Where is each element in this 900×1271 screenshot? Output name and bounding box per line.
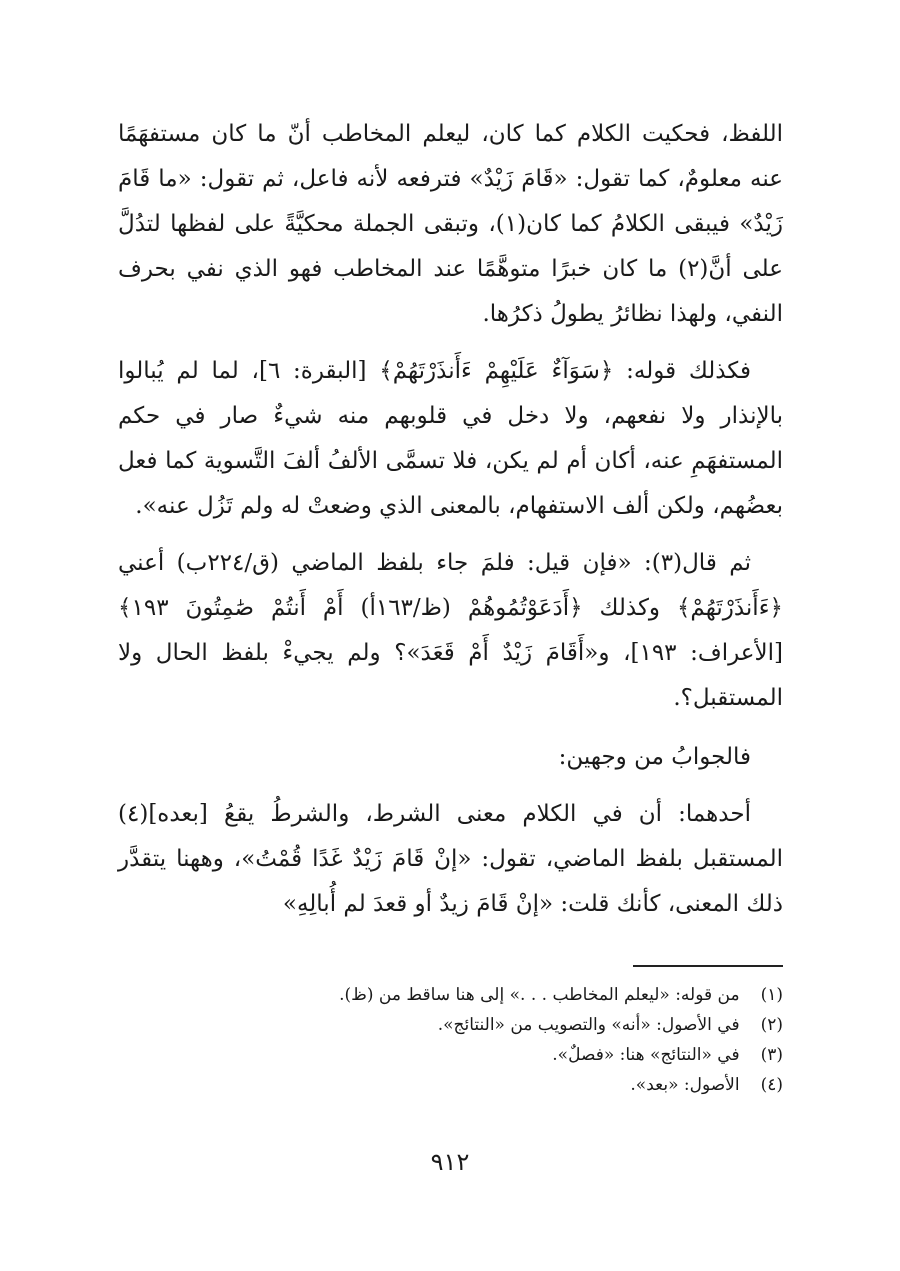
- footnote-text: من قوله: «ليعلم المخاطب . . .» إلى هنا ساقط من (ظ).: [339, 985, 740, 1005]
- footnote-number: (١): [760, 985, 783, 1005]
- footnote-text: الأصول: «بعد».: [630, 1075, 740, 1095]
- paragraph-5: أحدهما: أن في الكلام معنى الشرط، والشرطُ يقعُ [بعده](٤) المستقبل بلفظ الماضي، تقول: «إنْ قَامَ زَيْدٌ غَدًا قُمْتُ»، وههنا يتقدَّر ذلك المعنى، كأنك قلت: «إنْ قَامَ زيدٌ أو قعدَ لم أُبالِهِ»: [118, 801, 783, 917]
- footnote-3: [200, 1040, 783, 1070]
- footnote-text: في الأصول: «أنه» والتصويب من «النتائج».: [437, 1015, 740, 1035]
- footnotes: [200, 980, 783, 1100]
- paragraph-3: ثم قال(٣): «فإن قيل: فلمَ جاء بلفظ الماضي (ق/٢٢٤ب) أعني ﴿ءَأَنذَرْتَهُمْ﴾ وكذلك ﴿أَدَعَوْتُمُوهُمْ (ظ/١٦٣أ) أَمْ أَنتُمْ صَٰمِتُونَ ١٩٣﴾ [الأعراف: ١٩٣]، و«أَقَامَ زَيْدٌ أَمْ قَعَدَ»؟ ولم يجيءْ بلفظ الحال ولا المستقبل؟.: [118, 550, 783, 711]
- footnote-number: (٤): [760, 1075, 783, 1095]
- footnote-number: (٢): [760, 1015, 783, 1035]
- page-number: ٩١٢: [430, 1148, 470, 1176]
- footnote-1: [200, 980, 783, 1010]
- main-text: [118, 112, 783, 927]
- footnote-2: [200, 1010, 783, 1040]
- paragraph-4: فالجوابُ من وجهين:: [558, 744, 751, 770]
- footnote-number: (٣): [760, 1045, 783, 1065]
- paragraph-2: فكذلك قوله: ﴿سَوَآءٌ عَلَيْهِمْ ءَأَنذَرْتَهُمْ﴾ [البقرة: ٦]، لما لم يُبالوا بالإنذار ولا نفعهم، ولا دخل في قلوبهم منه شيءٌ صار في حكم المستفهَمِ عنه، أكان أم لم يكن، فلا تسمَّى الألفُ ألفَ التَّسوية كما فعل بعضُهم، ولكن ألف الاستفهام، بالمعنى الذي وضعتْ له ولم تَزُل عنه».: [118, 358, 783, 519]
- footnote-text: في «النتائج» هنا: «فصلٌ».: [552, 1045, 740, 1065]
- footnote-separator: [633, 965, 783, 967]
- paragraph-1: اللفظ، فحكيت الكلام كما كان، ليعلم المخاطب أنّ ما كان مستفهَمًا عنه معلومٌ، كما تقول: «قَامَ زَيْدٌ» فترفعه لأنه فاعل، ثم تقول: «ما قَامَ زَيْدٌ» فيبقى الكلامُ كما كان(١)، وتبقى الجملة محكيَّةً على لفظها لتدُلَّ على أنَّ(٢) ما كان خبرًا متوهَّمًا عند المخاطب فهو الذي نفي بحرف النفي، ولهذا نظائرُ يطولُ ذكرُها.: [118, 121, 783, 327]
- footnote-4: [200, 1070, 783, 1100]
